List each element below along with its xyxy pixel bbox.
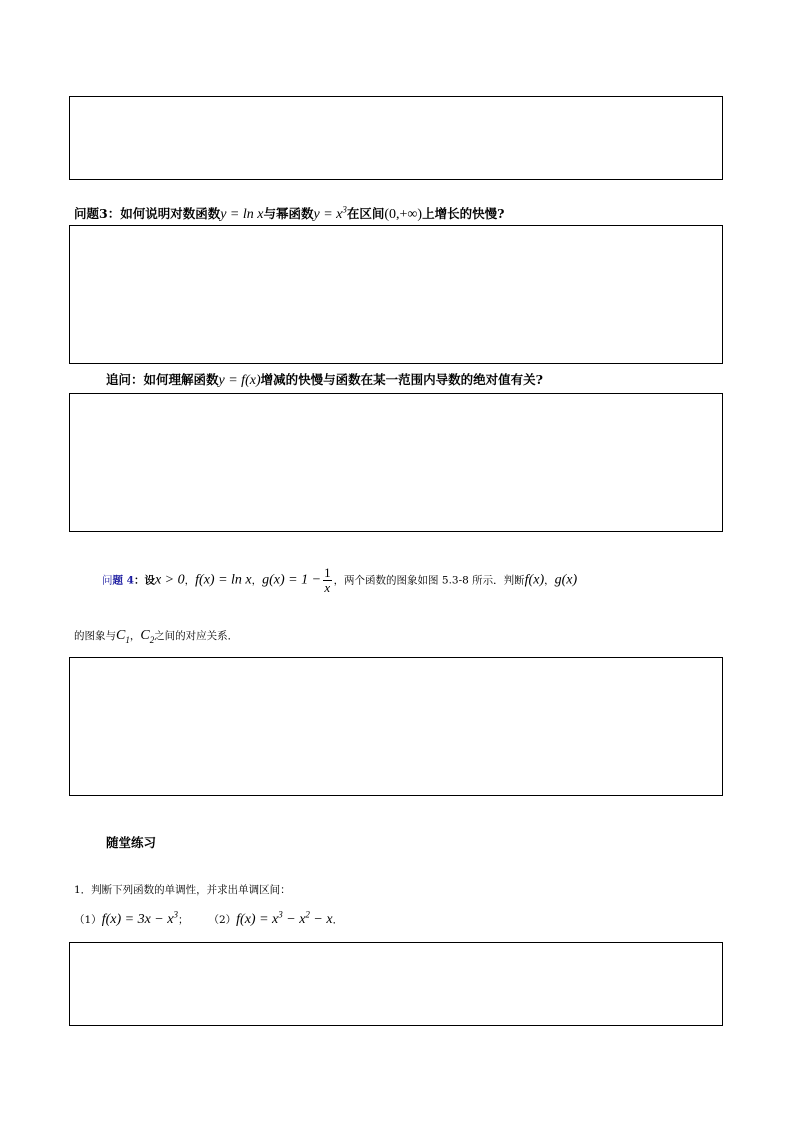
question-4-line1 xyxy=(102,566,577,595)
followup-prefix: 追问：如何理解函数 xyxy=(106,372,219,387)
q3-mid2: 在区间 xyxy=(346,206,385,221)
practice-item-1: 1．判断下列函数的单调性，并求出单调区间： xyxy=(74,884,291,896)
q4-condition: x > 0 xyxy=(154,572,185,588)
question-3 xyxy=(74,204,504,223)
answer-box-q4[interactable] xyxy=(69,657,723,796)
q3-mid1: 与幂函数 xyxy=(263,206,314,221)
q4-g-fraction: $\frac{1}{x}$ xyxy=(324,565,331,595)
q4-label: 问题 4 xyxy=(102,574,134,587)
followup-suffix: 增减的快慢与函数在某一范围内导数的绝对值有关? xyxy=(260,372,543,387)
q4-c1: $C_1$ xyxy=(116,628,130,645)
practice-heading: 随堂练习 xyxy=(106,835,157,850)
answer-box-1[interactable] xyxy=(69,96,723,180)
part-1-formula: $f(x) = 3x - x^3$ xyxy=(101,909,178,927)
part-2-formula: $f(x) = x^3 - x^2 - x$ xyxy=(236,909,333,927)
part-1-end: ； xyxy=(177,914,189,926)
q3-suffix: 上增长的快慢? xyxy=(422,206,505,221)
answer-box-followup[interactable] xyxy=(69,393,723,532)
question-4-line2 xyxy=(74,628,238,644)
q4-sep2: ， xyxy=(251,574,263,587)
followup-question xyxy=(106,370,543,389)
q4-c2: $C_2$ xyxy=(140,628,155,645)
q4-sep1: ， xyxy=(184,574,196,587)
answer-box-q3[interactable] xyxy=(69,225,723,364)
practice-item-1-parts xyxy=(74,909,344,928)
part-1-label: （1） xyxy=(74,914,102,926)
q4-sep3: ， xyxy=(544,574,555,587)
part-2-dot: ． xyxy=(332,914,344,926)
q4-f-definition: f(x) = ln x xyxy=(195,572,252,588)
q4-fx: f(x) xyxy=(524,572,545,588)
q4-text1: ，两个函数的图象如图 5.3-8 所示．判断 xyxy=(333,574,525,587)
q4-gx: g(x) xyxy=(554,572,578,588)
q3-interval: (0,+∞) xyxy=(384,207,423,222)
part-2-label: （2） xyxy=(208,914,237,926)
q4-g-definition: g(x) = 1 − xyxy=(262,572,322,588)
q3-formula-ln: y = ln x xyxy=(220,207,264,222)
q3-formula-power: $y = x^3$ xyxy=(313,204,347,222)
q4-sep4: ， xyxy=(129,630,141,642)
followup-formula: y = f(x) xyxy=(218,373,261,388)
q4-colon: ：设 xyxy=(133,574,155,587)
q4-line2-suffix: 之间的对应关系． xyxy=(154,630,239,642)
q3-prefix: 问题3：如何说明对数函数 xyxy=(74,206,221,221)
q4-line2-prefix: 的图象与 xyxy=(74,630,116,642)
answer-box-practice[interactable] xyxy=(69,942,723,1026)
